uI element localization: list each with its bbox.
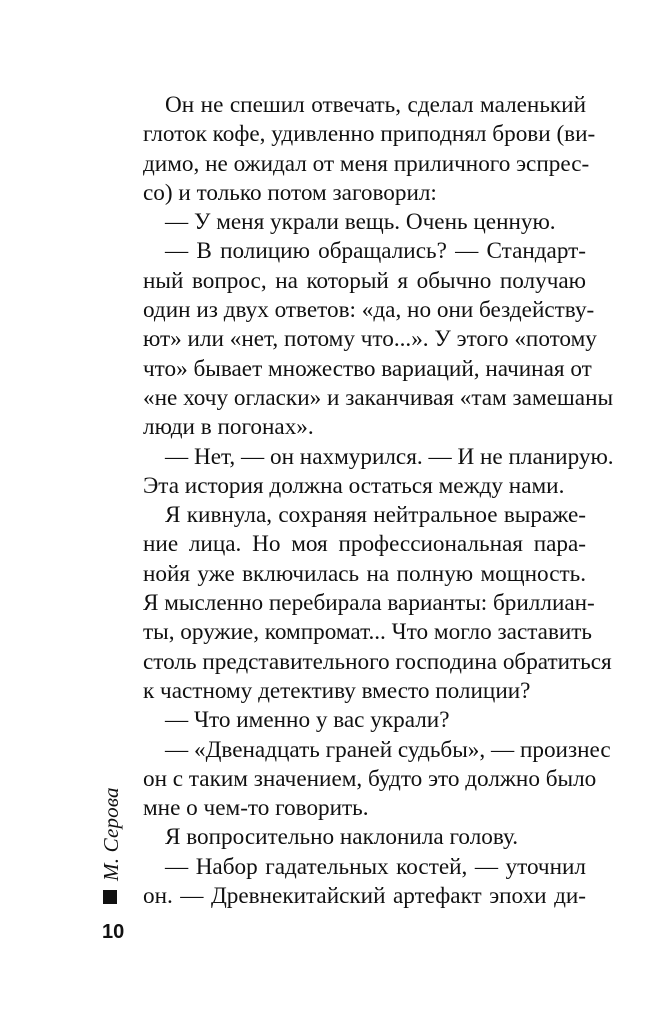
text-line: Эта история должна остаться между нами. [143, 472, 565, 499]
text-line: к частному детективу вместо полиции? [143, 677, 531, 704]
book-text [143, 91, 614, 911]
text-line: он. — Древнекитайский артефакт эпохи ди- [143, 883, 586, 910]
text-line: димо, не ожидал от меня приличного эспрес- [143, 150, 590, 177]
text-line: люди в погонах». [143, 414, 314, 441]
text-line: Он не спешил отвечать, сделал маленький [165, 92, 586, 118]
text-line: Я мысленно перебирала варианты: бриллиан- [143, 590, 595, 617]
text-line: ние лица. Но моя профессиональная пара- [143, 531, 586, 558]
text-line: один из двух ответов: «да, но они бездейству- [143, 297, 595, 324]
text-line: со) и только потом заговорил: [143, 179, 437, 206]
text-line: он с таким значением, будто это должно было [143, 765, 597, 792]
text-line: — У меня украли вещь. Очень ценную. [165, 209, 556, 236]
text-line: — В полицию обращались? — Стандарт- [165, 238, 586, 265]
text-line: что» бывает множество вариаций, начиная от [143, 355, 592, 382]
text-line: — «Двенадцать граней судьбы», — произнес [165, 736, 611, 763]
text-line: Я вопросительно наклонила голову. [165, 824, 519, 851]
text-line: — Нет, — он нахмурился. — И не планирую. [165, 443, 614, 470]
text-line: мне о чем-то говорить. [143, 795, 369, 822]
square-marker-icon [103, 890, 117, 904]
text-line: Я кивнула, сохраняя нейтральное выраже- [165, 502, 586, 529]
text-line: — Набор гадательных костей, — уточнил [165, 853, 586, 880]
text-line: ный вопрос, на который я обычно получаю [143, 267, 586, 294]
text-line: ют» или «нет, потому что...». У этого «потому [143, 326, 597, 353]
text-line: ты, оружие, компромат... Что могло заставить [143, 619, 593, 646]
page-number: 10 [102, 921, 125, 943]
text-line: нойя уже включилась на полную мощность. [143, 560, 586, 587]
text-line: столь представительного господина обратиться [143, 648, 612, 675]
text-line: «не хочу огласки» и заканчивая «там замешаны [143, 384, 614, 411]
text-line: глоток кофе, удивленно приподнял брови (ви- [143, 121, 596, 148]
text-line: — Что именно у вас украли? [165, 707, 450, 734]
author-running-head: М. Серова [99, 787, 123, 881]
